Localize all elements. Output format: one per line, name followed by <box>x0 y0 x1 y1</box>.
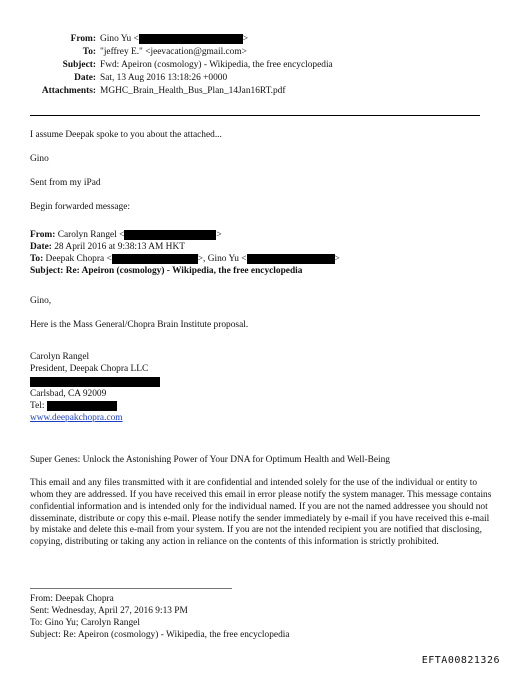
signature-name: Carolyn Rangel <box>30 352 90 362</box>
email-header <box>0 34 512 99</box>
fwd-subject-value: Re: Apeiron (cosmology) - Wikipedia, the free encyclopedia <box>65 266 303 276</box>
header-attachments-value: MGHC_Brain_Health_Bus_Plan_14Jan16RT.pdf <box>100 86 286 96</box>
header-from-value: Gino Yu < <box>100 34 139 45</box>
redaction-bar <box>47 401 117 411</box>
redaction-bar <box>112 254 198 264</box>
fwd-from-label: From: <box>30 230 56 241</box>
header-attachments-label: Attachments: <box>41 86 96 96</box>
header-from-close: > <box>242 34 249 45</box>
signature-tel-label: Tel: <box>30 401 45 412</box>
earlier-message-header <box>30 594 290 642</box>
fwd-subject-row <box>30 266 340 278</box>
signature-website-link[interactable]: www.deepakchopra.com <box>30 413 123 423</box>
body-sent-from: Sent from my iPad <box>30 178 101 188</box>
header-to-label: To: <box>82 47 96 57</box>
body-line-1: I assume Deepak spoke to you about the attached... <box>30 130 222 140</box>
redaction-bar <box>139 34 243 44</box>
header-date-value: Sat, 13 Aug 2016 13:18:26 +0000 <box>100 73 228 83</box>
header-to-row <box>0 47 512 60</box>
earlier-message-divider <box>30 588 232 589</box>
fwd-from-value: Carolyn Rangel < <box>57 230 125 241</box>
header-date-row <box>0 73 512 86</box>
fwd-date-value: 28 April 2016 at 9:38:13 AM HKT <box>54 242 185 252</box>
redaction-bar <box>124 230 216 240</box>
document-id: EFTA00821326 <box>421 655 500 666</box>
message-greeting: Gino, <box>30 296 52 306</box>
header-divider <box>30 115 480 116</box>
body-signoff: Gino <box>30 154 49 164</box>
header-date-label: Date: <box>74 73 96 83</box>
message-text: Here is the Mass General/Chopra Brain Institute proposal. <box>30 320 249 330</box>
redaction-bar <box>247 254 335 264</box>
forwarded-header <box>30 230 340 278</box>
fwd-subject-label: Subject: <box>30 266 64 276</box>
fwd-to-value-1: Deepak Chopra < <box>45 254 112 265</box>
fwd-to-row <box>30 254 340 266</box>
earlier-to: To: Gino Yu; Carolyn Rangel <box>30 618 140 628</box>
header-attachments-row <box>0 86 512 99</box>
signature <box>30 352 160 425</box>
fwd-from-close: > <box>216 230 222 241</box>
earlier-sent: Sent: Wednesday, April 27, 2016 9:13 PM <box>30 606 188 616</box>
earlier-subject: Subject: Re: Apeiron (cosmology) - Wikipedia, the free encyclopedia <box>30 630 290 640</box>
fwd-to-value-2: >, Gino Yu < <box>197 254 247 265</box>
confidentiality-disclaimer: This email and any files transmitted with it are confidential and intended solely for the use of the individual or entity to whom they are addressed. If you have received this email in error please notify the system manager. This message contains confidential information and is intended only for the individual named. If you are not the named addressee you should not disseminate, distribute or copy this e-mail. Please notify the sender immediately by e-mail if you have received this e-mail by mistake and delete this e-mail from your system. If you are not the intended recipient you are notified that disclosing, copying, distributing or taking any action in reliance on the contents of this information is strictly prohibited. <box>30 478 492 548</box>
fwd-to-close: > <box>334 254 340 265</box>
header-subject-label: Subject: <box>62 60 96 70</box>
fwd-from-row <box>30 230 340 242</box>
header-from-label: From: <box>70 34 96 45</box>
header-subject-value: Fwd: Apeiron (cosmology) - Wikipedia, the free encyclopedia <box>100 60 333 70</box>
redaction-bar <box>30 377 160 387</box>
header-subject-row <box>0 60 512 73</box>
header-from-row <box>0 34 512 47</box>
fwd-date-label: Date: <box>30 242 52 252</box>
fwd-to-label: To: <box>30 254 44 265</box>
promo-line: Super Genes: Unlock the Astonishing Power of Your DNA for Optimum Health and Well-Being <box>30 455 390 465</box>
signature-title: President, Deepak Chopra LLC <box>30 364 149 374</box>
fwd-date-row <box>30 242 340 254</box>
header-to-value: "jeffrey E." <jeevacation@gmail.com> <box>100 47 247 57</box>
body-forward-intro: Begin forwarded message: <box>30 202 130 212</box>
earlier-from: From: Deepak Chopra <box>30 594 114 604</box>
signature-city: Carlsbad, CA 92009 <box>30 389 107 399</box>
